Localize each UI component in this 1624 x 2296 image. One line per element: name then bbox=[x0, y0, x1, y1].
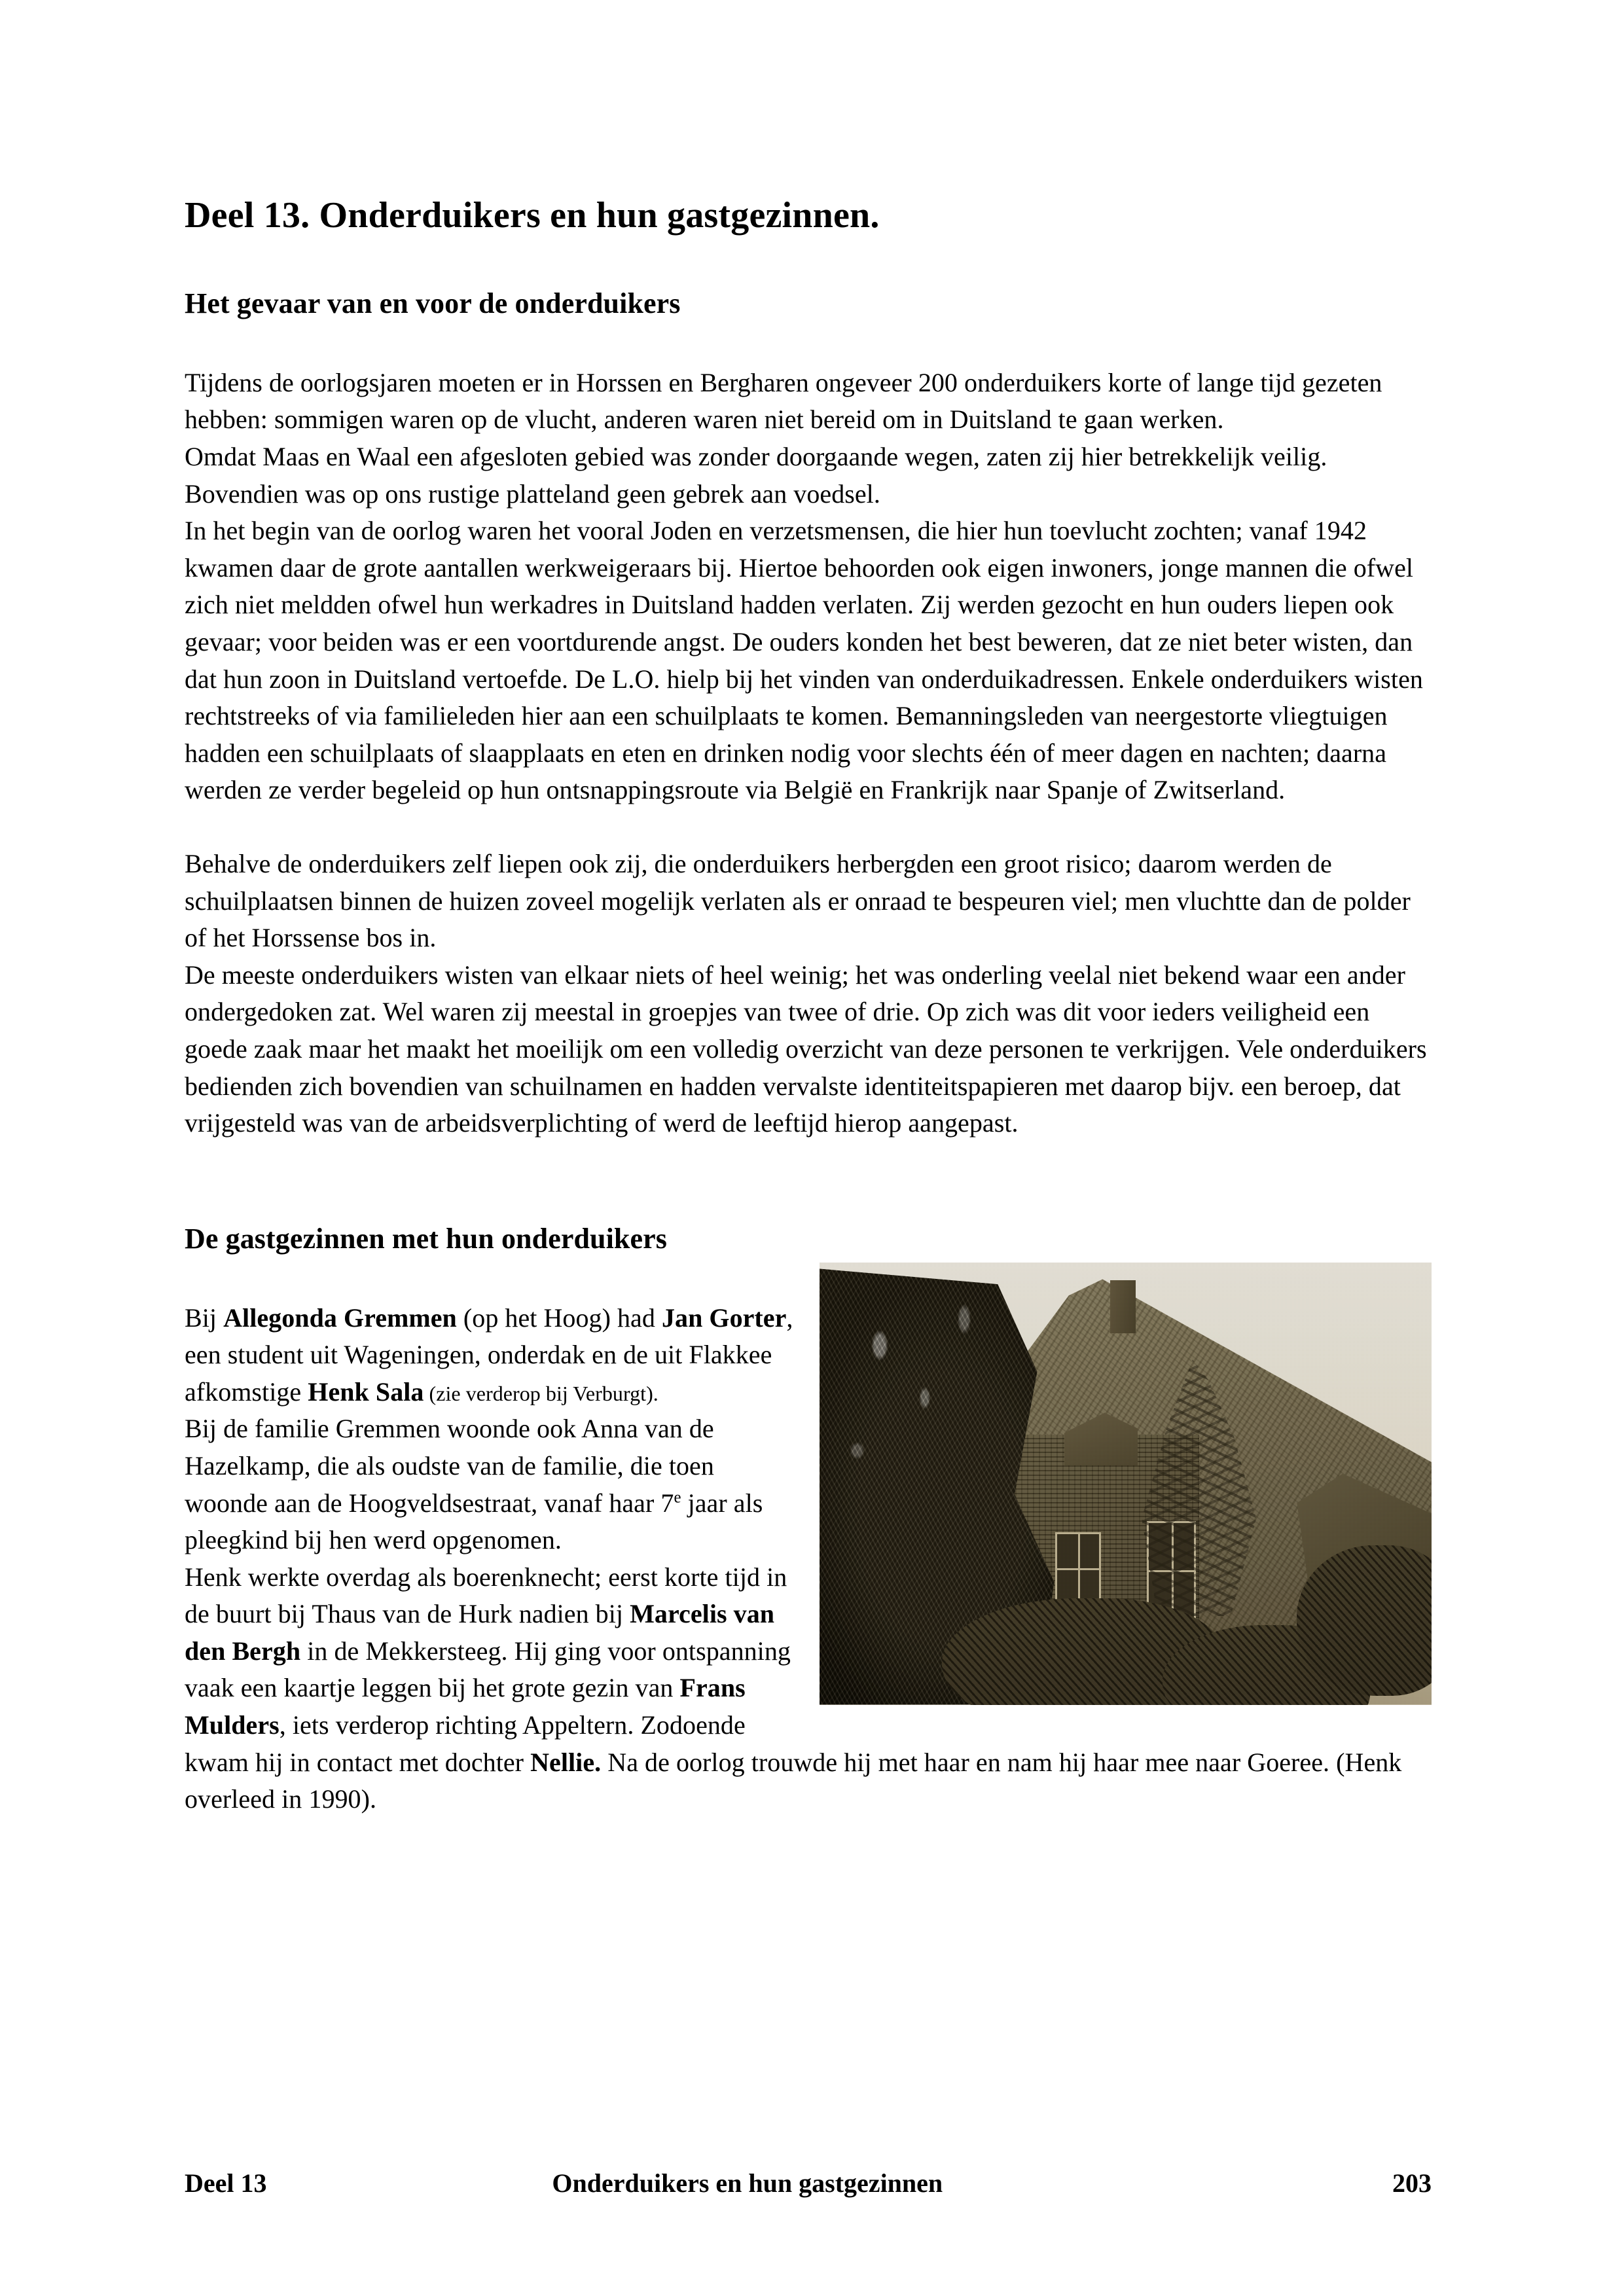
story-after-name-1: (op het Hoog) had bbox=[456, 1302, 662, 1333]
person-marcelis-van-den-bergh: Marcelis van den Bergh bbox=[185, 1599, 775, 1666]
story-part-3a: Henk werkte overdag als boerenknecht; eerst korte tijd in de buurt bij Thaus van de Hurk nadien bij bbox=[185, 1562, 787, 1629]
person-nellie: Nellie. bbox=[530, 1747, 602, 1777]
section-heading-gastgezinnen: De gastgezinnen met hun onderduikers bbox=[185, 1222, 667, 1255]
page-title: Deel 13. Onderduikers en hun gastgezinnen. bbox=[185, 195, 880, 236]
section-heading-gevaar: Het gevaar van en voor de onderduikers bbox=[185, 287, 681, 320]
person-frans-mulders: Frans Mulders bbox=[185, 1673, 746, 1740]
person-jan-gorter: Jan Gorter bbox=[661, 1302, 787, 1333]
page-content bbox=[185, 0, 1432, 1818]
farmhouse-photo bbox=[820, 1263, 1432, 1705]
story-after-name-2: , een student uit Wageningen, onderdak en de uit Flakkee afkomstige bbox=[185, 1302, 793, 1407]
footer-title: Onderduikers en hun gastgezinnen bbox=[552, 2168, 943, 2198]
story-note-verburgt: (zie verderop bij Verburgt). bbox=[424, 1381, 659, 1405]
farmhouse-photo-figure bbox=[820, 1263, 1432, 1705]
person-allegonda-gremmen: Allegonda Gremmen bbox=[223, 1302, 457, 1333]
paragraph-gevaar-1: Tijdens de oorlogsjaren moeten er in Horssen en Bergharen ongeveer 200 onderduikers korte of lange tijd gezeten hebben: sommigen waren op de vlucht, anderen waren niet bereid om in Duitsland te gaan werken. Omdat Maas en Waal een afgesloten gebied was zonder doorgaande wegen, zaten zij hier betrekkelijk veilig. Bovendien was op ons rustige platteland geen gebrek aan voedsel. In het begin van de oorlog waren het vooral Joden en verzetsmensen, die hier hun toevlucht zochten; vanaf 1942 kwamen daar de grote aantallen werkweigeraars bij. Hiertoe behoorden ook eigen inwoners, jonge mannen die ofwel zich niet meldden ofwel hun werkadres in Duitsland hadden verlaten. Zij werden gezocht en hun ouders liepen ook gevaar; voor beiden was er een voortdurende angst. De ouders konden het best beweren, dat ze niet beter wisten, dan dat hun zoon in Duitsland vertoefde. De L.O. hielp bij het vinden van onderduikadressen. Enkele onderduikers wisten rechtstreeks of via familieleden hier aan een schuilplaats te komen. Bemanningsleden van neergestorte vliegtuigen hadden een schuilplaats of slaapplaats en eten en drinken nodig voor slechts één of meer dagen en nachten; daarna werden ze verder begeleid op hun ontsnappingsroute via België en Frankrijk naar Spanje of Zwitserland. bbox=[185, 367, 1423, 805]
footer-page-number: 203 bbox=[1392, 2168, 1432, 2198]
story-part-3b: in de Mekkersteeg. Hij ging voor ontspanning vaak een kaartje leggen bij het grote gezin van bbox=[185, 1636, 791, 1703]
person-henk-sala: Henk Sala bbox=[308, 1376, 424, 1407]
gastgezinnen-block bbox=[185, 1257, 1432, 1818]
story-lead-in: Bij bbox=[185, 1302, 224, 1333]
footer-part-label: Deel 13 bbox=[185, 2168, 267, 2198]
ordinal-superscript: e bbox=[674, 1488, 681, 1507]
page-footer bbox=[185, 2168, 1432, 2198]
story-part-3c: , iets verderop richting Appeltern. Zodoende kwam hij in contact met dochter bbox=[185, 1710, 746, 1777]
story-part-3d: Na de oorlog trouwde hij met haar en nam hij haar mee naar Goeree. (Henk overleed in 1990). bbox=[185, 1747, 1402, 1814]
story-part-2b: jaar als pleegkind bij hen werd opgenomen. bbox=[185, 1488, 763, 1555]
paragraph-gevaar-2: Behalve de onderduikers zelf liepen ook zij, die onderduikers herbergden een groot risico; daarom werden de schuilplaatsen binnen de huizen zoveel mogelijk verlaten als er onraad te bespeuren viel; men vluchtte dan de polder of het Horssense bos in. De meeste onderduikers wisten van elkaar niets of heel weinig; het was onderling veelal niet bekend waar een ander ondergedoken zat. Wel waren zij meestal in groepjes van twee of drie. Op zich was dit voor ieders veiligheid een goede zaak maar het maakt het moeilijk om een volledig overzicht van deze personen te verkrijgen. Vele onderduikers bedienden zich bovendien van schuilnamen en hadden vervalste identiteitspapieren met daarop bijv. een beroep, dat vrijgesteld was van de arbeidsverplichting of werd de leeftijd hierop aangepast. bbox=[185, 849, 1427, 1138]
photo-sepia-tone bbox=[820, 1263, 1432, 1705]
story-part-2a: Bij de familie Gremmen woonde ook Anna van de Hazelkamp, die als oudste van de familie, die toen woonde aan de Hoogveldsestraat, vanaf haar 7 bbox=[185, 1414, 714, 1518]
